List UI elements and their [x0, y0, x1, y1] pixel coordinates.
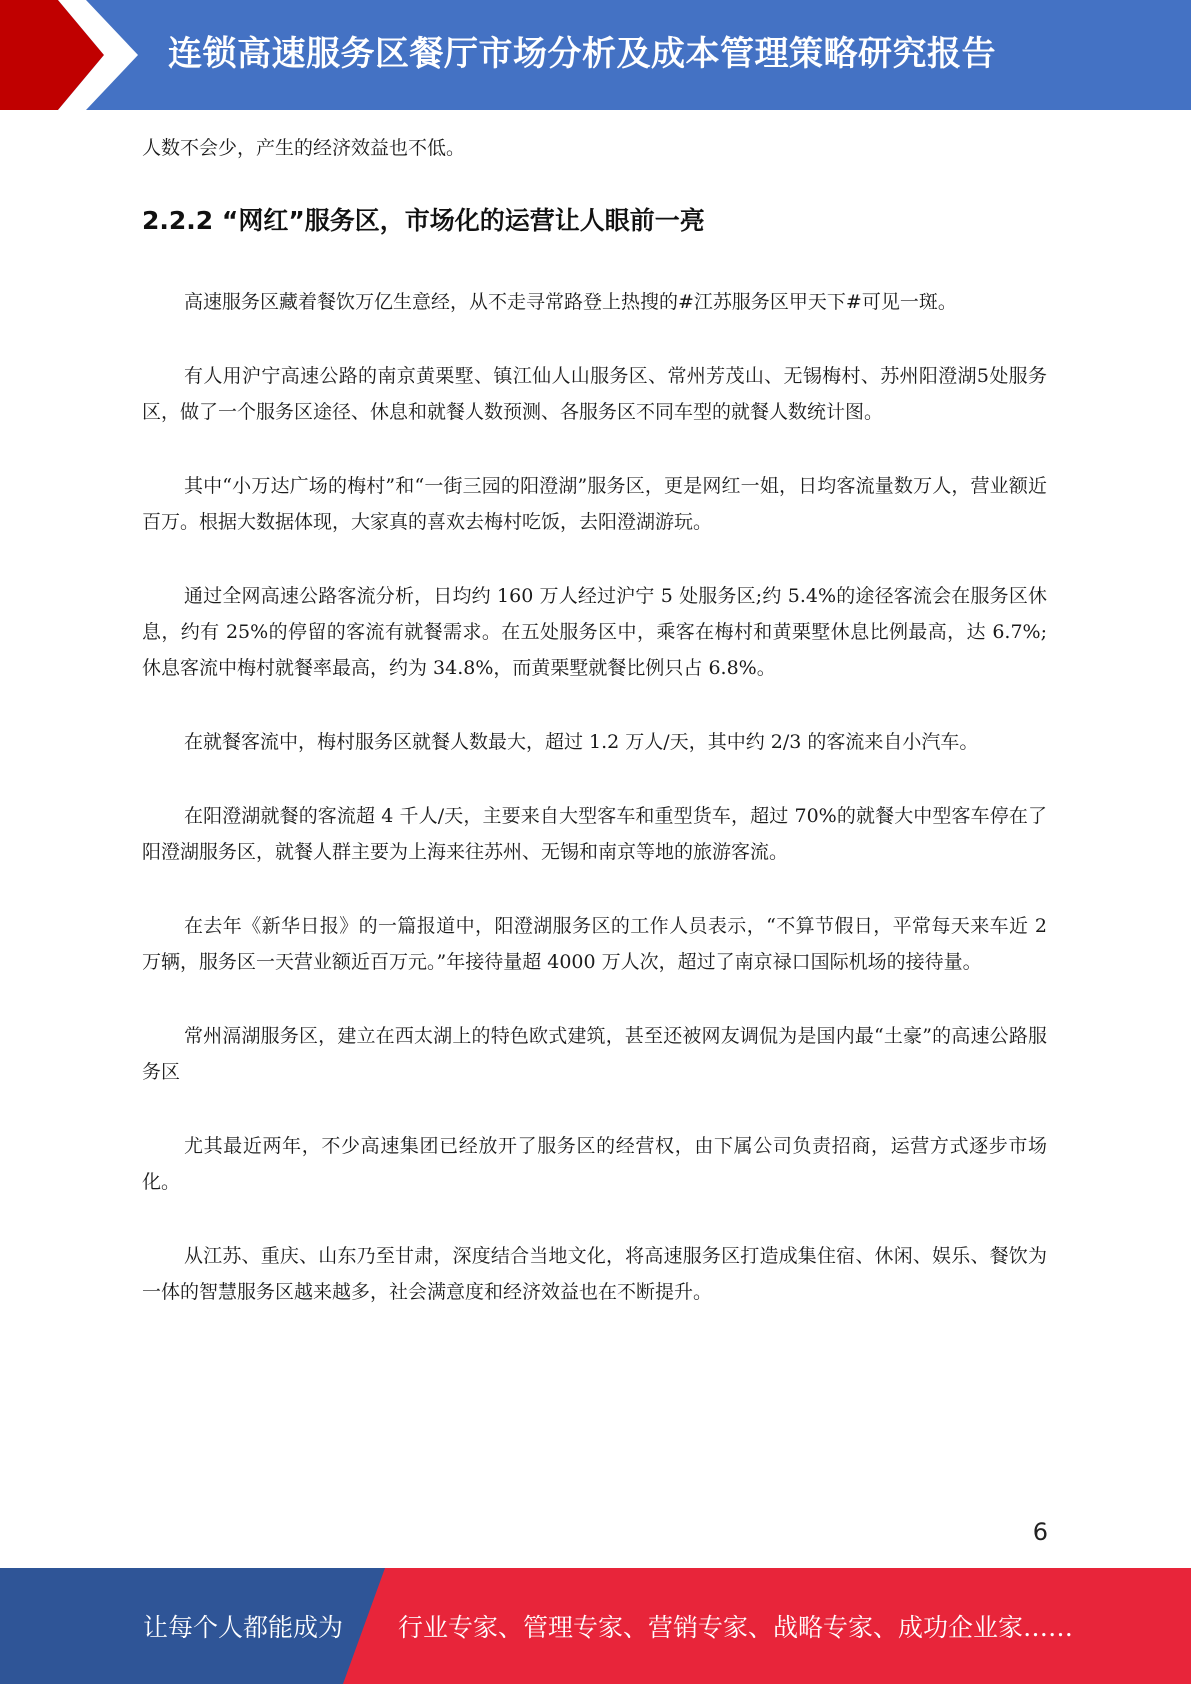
paragraph: 高速服务区藏着餐饮万亿生意经，从不走寻常路登上热搜的#江苏服务区甲天下#可见一斑。	[184, 291, 957, 313]
paragraph: 常州滆湖服务区，建立在西太湖上的特色欧式建筑，甚至还被网友调侃为是国内最“土豪”的高速公路服务区	[142, 1025, 1047, 1083]
page-footer-banner	[0, 1568, 1191, 1684]
footer-slogan-right: 行业专家、管理专家、营销专家、战略专家、成功企业家……	[398, 1613, 1074, 1642]
paragraph: 在就餐客流中，梅村服务区就餐人数最大，超过 1.2 万人/天，其中约 2/3 的客流来自小汽车。	[184, 731, 979, 753]
paragraph: 通过全网高速公路客流分析，日均约 160 万人经过沪宁 5 处服务区;约 5.4%的途径客流会在服务区休息，约有 25%的停留的客流有就餐需求。在五处服务区中，乘客在梅村和黄栗墅休息比例最高，达 6.7%;休息客流中梅村就餐率最高，约为 34.8%，而黄栗墅就餐比例只占 6.8%。	[142, 585, 1047, 679]
report-title: 连锁高速服务区餐厅市场分析及成本管理策略研究报告	[168, 34, 996, 74]
footer-slogan-left: 让每个人都能成为	[143, 1613, 344, 1642]
paragraph: 尤其最近两年，不少高速集团已经放开了服务区的经营权，由下属公司负责招商，运营方式逐步市场化。	[142, 1135, 1047, 1193]
section-heading: 2.2.2 “网红”服务区，市场化的运营让人眼前一亮	[142, 206, 705, 235]
paragraph: 在阳澄湖就餐的客流超 4 千人/天，主要来自大型客车和重型货车，超过 70%的就餐大中型客车停在了阳澄湖服务区，就餐人群主要为上海来往苏州、无锡和南京等地的旅游客流。	[142, 805, 1047, 863]
paragraph: 其中“小万达广场的梅村”和“一街三园的阳澄湖”服务区，更是网红一姐，日均客流量数万人，营业额近百万。根据大数据体现，大家真的喜欢去梅村吃饭，去阳澄湖游玩。	[142, 475, 1047, 533]
continuation-paragraph: 人数不会少，产生的经济效益也不低。	[142, 137, 466, 159]
paragraph: 有人用沪宁高速公路的南京黄栗墅、镇江仙人山服务区、常州芳茂山、无锡梅村、苏州阳澄湖5处服务区，做了一个服务区途径、休息和就餐人数预测、各服务区不同车型的就餐人数统计图。	[142, 365, 1047, 423]
paragraph: 在去年《新华日报》的一篇报道中，阳澄湖服务区的工作人员表示，“不算节假日，平常每天来车近 2 万辆，服务区一天营业额近百万元。”年接待量超 4000 万人次，超过了南京禄口国际机场的接待量。	[142, 915, 1047, 973]
document-body	[142, 130, 1047, 1348]
page-number: 6	[1032, 1518, 1048, 1546]
page-header-banner	[0, 0, 1191, 110]
paragraph: 从江苏、重庆、山东乃至甘肃，深度结合当地文化，将高速服务区打造成集住宿、休闲、娱乐、餐饮为一体的智慧服务区越来越多，社会满意度和经济效益也在不断提升。	[142, 1245, 1047, 1303]
